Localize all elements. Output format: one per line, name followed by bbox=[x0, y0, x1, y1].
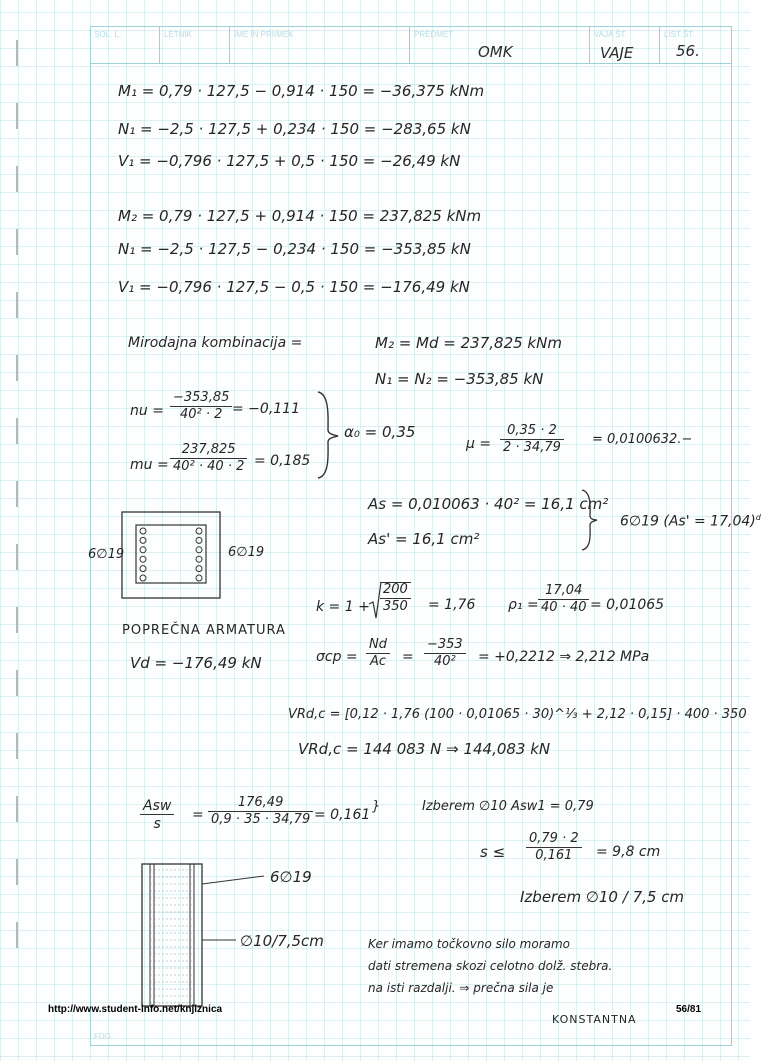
k-result: = 1,76 bbox=[428, 597, 476, 613]
v1-line: V₁ = −0,796 · 127,5 + 0,5 · 150 = −26,49 kN bbox=[118, 152, 461, 170]
sigma-result: = +0,2212 ⇒ 2,212 MPa bbox=[478, 649, 650, 665]
header-vaja bbox=[590, 26, 660, 64]
vrdc-line-2: VRd,c = 144 083 N ⇒ 144,083 kN bbox=[298, 740, 551, 758]
elevation-stirrup-label: ∅10/7,5cm bbox=[240, 932, 324, 950]
sigma-frac-2-num: −353 bbox=[424, 638, 466, 654]
rebar-circle bbox=[140, 575, 146, 581]
nu-label: nu = bbox=[130, 403, 164, 419]
n1-line: N₁ = −2,5 · 127,5 + 0,234 · 150 = −283,65 kN bbox=[118, 120, 471, 138]
mu-ratio-numerator: 0,35 · 2 bbox=[500, 424, 564, 440]
footer-fdb: FDG bbox=[94, 1032, 111, 1041]
mu-result: = 0,185 bbox=[254, 453, 311, 469]
asw-label-fraction bbox=[140, 798, 174, 832]
mu-ratio-denominator: 2 · 34,79 bbox=[503, 439, 561, 455]
bars-left bbox=[140, 528, 146, 581]
asw-fraction bbox=[208, 796, 313, 828]
rho-denominator: 40 · 40 bbox=[541, 599, 587, 615]
header-ime bbox=[230, 26, 410, 64]
sigma-frac-2-den: 40² bbox=[433, 653, 456, 669]
as-line-2: As' = 16,1 cm² bbox=[368, 530, 480, 548]
note-line-1: Ker imamo točkovno silo moramo bbox=[368, 937, 571, 951]
rho-result: = 0,01065 bbox=[590, 597, 665, 613]
header-sol-label: SOL. L. bbox=[94, 30, 122, 39]
k-label: k = 1 + bbox=[316, 599, 370, 615]
as-choice bbox=[620, 514, 761, 529]
alpha-line: α₀ = 0,35 bbox=[344, 423, 416, 441]
rebar-circle bbox=[196, 575, 202, 581]
rebar-circle bbox=[196, 566, 202, 572]
header-letnik-label: LETNIK bbox=[164, 30, 193, 39]
brace-right bbox=[312, 390, 342, 480]
section-left-label: 6∅19 bbox=[88, 547, 125, 562]
header-sol bbox=[90, 26, 160, 64]
rho-label: ρ₁ = bbox=[508, 597, 539, 613]
sigma-frac-2 bbox=[424, 638, 466, 670]
combo-n-line: N₁ = N₂ = −353,85 kN bbox=[375, 370, 544, 388]
as-choice-sup: d bbox=[755, 513, 761, 522]
sigma-label: σcp = bbox=[316, 649, 358, 665]
mu-ratio-label: μ = bbox=[466, 436, 492, 452]
spacing-fraction bbox=[526, 832, 582, 864]
header-list-value: 56. bbox=[676, 42, 700, 60]
brace-as bbox=[578, 488, 600, 552]
asw-eq: = bbox=[192, 807, 204, 823]
stirrups bbox=[150, 870, 194, 1003]
m2-line: M₂ = 0,79 · 127,5 + 0,914 · 150 = 237,825 kNm bbox=[118, 207, 482, 225]
combo-label: Mirodajna kombinacija = bbox=[128, 335, 303, 351]
rebar-circle bbox=[140, 547, 146, 553]
rebar-circle bbox=[140, 566, 146, 572]
asw-brace: } bbox=[372, 799, 381, 814]
mu-denominator: 40² · 40 · 2 bbox=[173, 458, 245, 474]
asw-label-den: s bbox=[153, 816, 161, 833]
bars-right bbox=[196, 528, 202, 581]
header-ime-label: IME IN PRIIMEK bbox=[234, 30, 294, 39]
nu-result: = −0,111 bbox=[232, 401, 300, 417]
sqrt-sign bbox=[368, 580, 382, 620]
transverse-title: POPREČNA ARMATURA bbox=[122, 623, 286, 638]
spacing-numerator: 0,79 · 2 bbox=[526, 832, 582, 848]
footer-page: 56/81 bbox=[676, 1004, 702, 1015]
footer-url[interactable]: http://www.student-info.net/knjiznica bbox=[48, 1004, 223, 1015]
rebar-circle bbox=[196, 528, 202, 534]
note-line-4: KONSTANTNA bbox=[552, 1013, 637, 1026]
elevation-long-label: 6∅19 bbox=[270, 868, 312, 886]
vrdc-line-1: VRd,c = [0,12 · 1,76 (100 · 0,01065 · 30)^⅓ + 2,12 · 0,15] · 400 · 350 bbox=[288, 707, 747, 722]
v1b-line: V₁ = −0,796 · 127,5 − 0,5 · 150 = −176,49 kN bbox=[118, 278, 470, 296]
header-vaja-label: VAJA ŠT. bbox=[594, 30, 627, 39]
nu-numerator: −353,85 bbox=[170, 391, 232, 407]
sigma-eq: = bbox=[402, 649, 414, 665]
m1-line: M₁ = 0,79 · 127,5 − 0,914 · 150 = −36,375 kNm bbox=[118, 82, 485, 100]
nu-fraction bbox=[170, 391, 232, 423]
mu-numerator: 237,825 bbox=[170, 443, 247, 459]
mu-label: mu = bbox=[130, 457, 169, 473]
spacing-denominator: 0,161 bbox=[535, 847, 573, 863]
sigma-frac-1-den: Ac bbox=[369, 653, 387, 669]
rho-fraction bbox=[538, 584, 589, 616]
sigma-frac-1-num: Nd bbox=[366, 638, 390, 654]
header-predmet-label: PREDMET bbox=[414, 30, 454, 39]
binder-margin-marks bbox=[16, 40, 19, 1000]
sigma-frac-1 bbox=[366, 638, 390, 670]
header-predmet bbox=[410, 26, 590, 64]
asw-label: Asw bbox=[140, 798, 174, 815]
rebar-circle bbox=[196, 556, 202, 562]
asw-choose: Izberem ∅10 Asw1 = 0,79 bbox=[422, 799, 594, 814]
mu-ratio-result: = 0,0100632.− bbox=[592, 432, 693, 447]
header-vaja-value: VAJE bbox=[600, 44, 634, 62]
rebar-circle bbox=[140, 556, 146, 562]
asw-result: = 0,161 bbox=[314, 807, 371, 823]
as-choice-text: 6∅19 (As' = 17,04) bbox=[620, 513, 756, 530]
rebar-circle bbox=[140, 537, 146, 543]
header-list-label: LIST ŠT. bbox=[664, 30, 695, 39]
ved-line: Vd = −176,49 kN bbox=[130, 654, 262, 672]
n1b-line: N₁ = −2,5 · 127,5 − 0,234 · 150 = −353,85 kN bbox=[118, 240, 471, 258]
cross-section-sketch bbox=[120, 510, 224, 602]
section-right-label: 6∅19 bbox=[228, 545, 265, 560]
spacing-result: = 9,8 cm bbox=[596, 844, 661, 860]
k-numerator: 200 bbox=[380, 582, 411, 599]
as-line-1: As = 0,010063 · 40² = 16,1 cm² bbox=[368, 495, 609, 513]
spacing-final: Izberem ∅10 / 7,5 cm bbox=[520, 888, 685, 906]
column-elevation-sketch bbox=[136, 860, 208, 1010]
header-predmet-value: OMK bbox=[478, 43, 513, 61]
rebar-circle bbox=[140, 528, 146, 534]
asw-denominator: 0,9 · 35 · 34,79 bbox=[211, 811, 311, 827]
nu-denominator: 40² · 2 bbox=[179, 406, 223, 422]
k-fraction bbox=[380, 582, 411, 615]
note-line-2: dati stremena skozi celotno dolž. stebra. bbox=[368, 959, 613, 973]
header-list bbox=[660, 26, 732, 64]
note-line-3: na isti razdalji. ⇒ prečna sila je bbox=[368, 981, 554, 995]
rho-numerator: 17,04 bbox=[538, 584, 589, 600]
rebar-circle bbox=[196, 537, 202, 543]
spacing-label: s ≤ bbox=[480, 843, 506, 861]
mu-ratio-fraction bbox=[500, 424, 564, 456]
header-letnik bbox=[160, 26, 230, 64]
mu-fraction bbox=[170, 443, 247, 475]
asw-numerator: 176,49 bbox=[208, 796, 313, 812]
combo-m-line: M₂ = Md = 237,825 kNm bbox=[375, 334, 562, 352]
k-denominator: 350 bbox=[383, 598, 408, 614]
rebar-circle bbox=[196, 547, 202, 553]
